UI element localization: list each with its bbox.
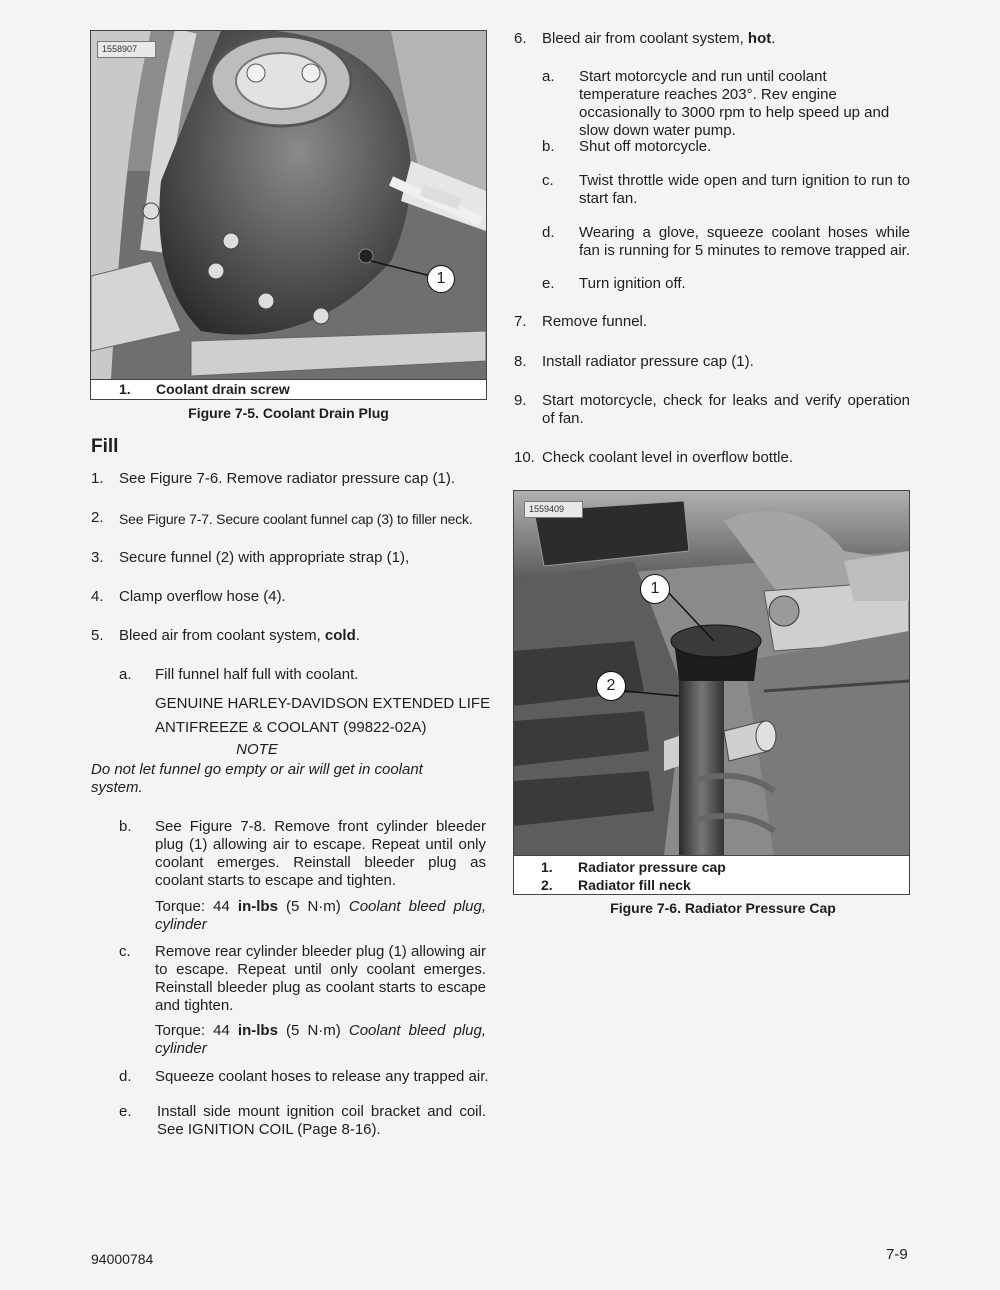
step-text: See Figure 7-7. Secure coolant funnel cap (3) to filler neck. xyxy=(119,511,473,527)
legend-label: Radiator fill neck xyxy=(578,877,691,893)
legend-label: Coolant drain screw xyxy=(156,381,290,397)
step-number: 5. xyxy=(91,627,104,644)
engine-drain-illustration xyxy=(91,31,486,379)
step-text: Start motorcycle, check for leaks and verify operation of fan. xyxy=(542,392,910,427)
legend-number: 1. xyxy=(541,859,553,875)
step-number: 2. xyxy=(91,509,104,526)
legend-label: Radiator pressure cap xyxy=(578,859,726,875)
figure-caption: Figure 7-5. Coolant Drain Plug xyxy=(188,405,389,421)
step-text: Bleed air from coolant system, cold. xyxy=(119,627,360,644)
substep-text: See Figure 7-8. Remove front cylinder bleeder plug (1) allowing air to escape. Repeat until only coolant emerges. Reinstall bleeder plug as coolant starts to escape and tighten. xyxy=(155,818,486,889)
substep-letter: a. xyxy=(542,68,555,85)
substep-letter: c. xyxy=(542,172,554,189)
substep-text: Wearing a glove, squeeze coolant hoses while fan is running for 5 minutes to remove trapped air. xyxy=(579,224,911,259)
step-number: 3. xyxy=(91,549,104,566)
note-text: Do not let funnel go empty or air will get in coolant system. xyxy=(91,761,423,796)
substep-letter: a. xyxy=(119,666,132,683)
section-heading-fill: Fill xyxy=(91,436,119,457)
step-text: See Figure 7-6. Remove radiator pressure cap (1). xyxy=(119,470,455,487)
callout-1: 1 xyxy=(427,265,455,293)
product-name-line: GENUINE HARLEY-DAVIDSON EXTENDED LIFE xyxy=(155,695,491,712)
product-name-line: ANTIFREEZE & COOLANT (99822-02A) xyxy=(155,719,427,736)
figure-caption: Figure 7-6. Radiator Pressure Cap xyxy=(610,900,836,916)
step-number: 1. xyxy=(91,470,104,487)
legend-divider xyxy=(514,855,909,856)
legend-number: 2. xyxy=(541,877,553,893)
substep-letter: e. xyxy=(119,1103,132,1120)
page-number: 7-9 xyxy=(886,1246,908,1263)
torque-spec: Torque: 44 in-lbs (5 N·m) Coolant bleed plug, cylinder xyxy=(155,1022,486,1057)
legend-number: 1. xyxy=(119,381,131,397)
step-text: Bleed air from coolant system, hot. xyxy=(542,30,776,47)
substep-text: Fill funnel half full with coolant. xyxy=(155,666,359,683)
step-number: 6. xyxy=(514,30,527,47)
figure-id-tag: 1559409 xyxy=(524,501,583,518)
radiator-illustration-svg xyxy=(514,491,909,855)
step-number: 8. xyxy=(514,353,527,370)
figure-coolant-drain-plug xyxy=(90,30,487,400)
substep-text: Squeeze coolant hoses to release any trapped air. xyxy=(155,1068,489,1085)
substep-text: Remove rear cylinder bleeder plug (1) allowing air to escape. Repeat until only coolant emerges. Reinstall bleeder plug as coolant starts to escape and tighten. xyxy=(155,943,486,1014)
figure-id-tag: 1558907 xyxy=(97,41,156,58)
engine-illustration-svg xyxy=(91,31,486,379)
substep-text: Shut off motorcycle. xyxy=(579,138,712,155)
note-label: NOTE xyxy=(236,741,278,758)
torque-spec: Torque: 44 in-lbs (5 N·m) Coolant bleed plug, cylinder xyxy=(155,898,486,933)
substep-text: Twist throttle wide open and turn ignition to run to start fan. xyxy=(579,172,910,207)
substep-letter: c. xyxy=(119,943,131,960)
substep-letter: d. xyxy=(542,224,555,241)
substep-letter: b. xyxy=(542,138,555,155)
substep-letter: d. xyxy=(119,1068,132,1085)
radiator-illustration xyxy=(514,491,909,855)
step-number: 4. xyxy=(91,588,104,605)
step-number: 10. xyxy=(514,449,535,466)
callout-1: 1 xyxy=(640,574,670,604)
substep-letter: e. xyxy=(542,275,555,292)
step-text: Clamp overflow hose (4). xyxy=(119,588,286,605)
figure-radiator-pressure-cap xyxy=(513,490,910,895)
step-number: 7. xyxy=(514,313,527,330)
callout-2: 2 xyxy=(596,671,626,701)
step-text: Remove funnel. xyxy=(542,313,648,330)
substep-text: Turn ignition off. xyxy=(579,275,686,292)
step-text: Check coolant level in overflow bottle. xyxy=(542,449,793,466)
substep-text: Install side mount ignition coil bracket and coil. See IGNITION COIL (Page 8-16). xyxy=(157,1103,486,1138)
substep-text: Start motorcycle and run until coolant temperature reaches 203°. Rev engine occasionally to 3000 rpm to help speed up and slow down water pump. xyxy=(579,68,890,139)
step-number: 9. xyxy=(514,392,527,409)
substep-letter: b. xyxy=(119,818,132,835)
step-text: Secure funnel (2) with appropriate strap (1), xyxy=(119,549,410,566)
document-number: 94000784 xyxy=(91,1251,154,1267)
step-text: Install radiator pressure cap (1). xyxy=(542,353,754,370)
